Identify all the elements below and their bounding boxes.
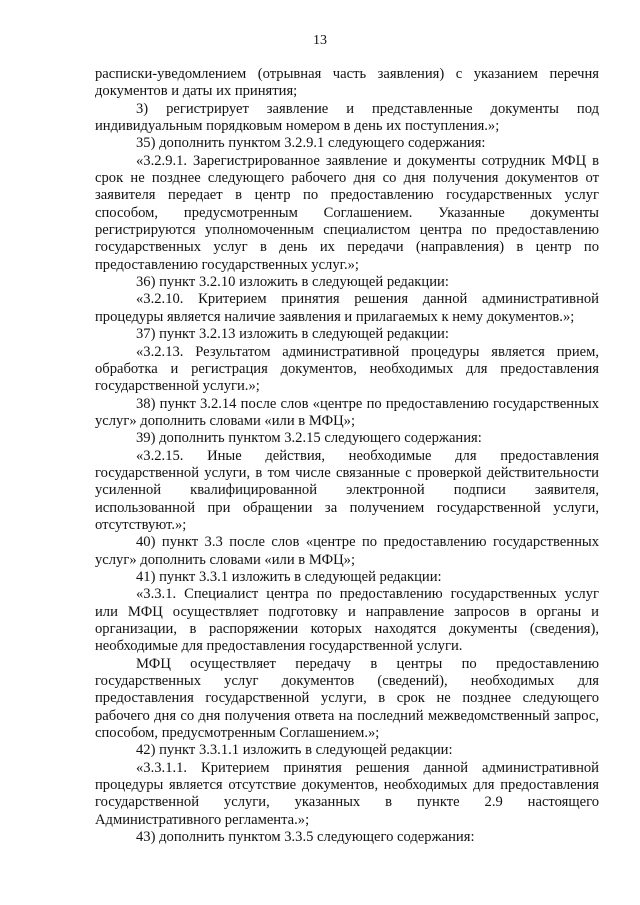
paragraph-item-43: 43) дополнить пунктом 3.3.5 следующего содержания: — [136, 829, 475, 846]
paragraph-3-3-1-1: «3.3.1.1. Критерием принятия решения данной административной процедуры является отсутствие документов, необходимых для предоставления государственной услуги, указанных в пункте 2.9 настоящего Административного регламента.»; — [95, 759, 599, 828]
document-body — [95, 66, 599, 846]
paragraph-3-2-10: «3.2.10. Критерием принятия решения данной административной процедуры является наличие заявления и прилагаемых к нему документов.»; — [95, 291, 599, 325]
page-number: 13 — [313, 33, 327, 48]
paragraph-3-2-13: «3.2.13. Результатом административной процедуры является прием, обработка и регистрация документов, необходимых для предоставления государственной услуги.»; — [95, 343, 599, 395]
paragraph-3-3-1: «3.3.1. Специалист центра по предоставлению государственных услуг или МФЦ осуществляет подготовку и направление запросов в органы и организации, в распоряжении которых находятся документы (сведения), необходимые для предоставления государственной услуги. — [95, 586, 599, 655]
paragraph-3-2-15: «3.2.15. Иные действия, необходимые для предоставления государственной услуги, в том числе связанные с проверкой действительности усиленной квалифицированной электронной подписи заявителя, использованной при обращении за получением государственной услуги, отсутствуют.»; — [95, 447, 599, 533]
paragraph-3-2-9-1: «3.2.9.1. Зарегистрированное заявление и документы сотрудник МФЦ в срок не позднее следующего рабочего дня со дня получения документов от заявителя передает в центр по предоставлению государственных услуг способом, предусмотренным Соглашением. Указанные документы регистрируются уполномоченным специалистом центра по предоставлению государственных услуг в день их передачи (направления) в центр по предоставлению государственных услуг.»; — [95, 152, 599, 273]
paragraph-item-42: 42) пункт 3.3.1.1 изложить в следующей редакции: — [136, 742, 453, 759]
paragraph-item-41: 41) пункт 3.3.1 изложить в следующей редакции: — [136, 568, 442, 585]
paragraph-mfc-transfer: МФЦ осуществляет передачу в центры по предоставлению государственных услуг документов (сведений), необходимых для предоставления государственной услуги, в срок не позднее следующего рабочего дня со дня получения ответа на последний межведомственный запрос, способом, предусмотренным Соглашением.»; — [95, 655, 599, 742]
paragraph-item-36: 36) пункт 3.2.10 изложить в следующей редакции: — [136, 274, 449, 291]
paragraph-item-37: 37) пункт 3.2.13 изложить в следующей редакции: — [136, 326, 449, 343]
paragraph-item-3: 3) регистрирует заявление и представленные документы под индивидуальным порядковым номером в день их поступления.»; — [95, 100, 599, 135]
paragraph-item-35: 35) дополнить пунктом 3.2.9.1 следующего содержания: — [136, 135, 486, 152]
paragraph-item-38: 38) пункт 3.2.14 после слов «центре по предоставлению государственных услуг» дополнить словами «или в МФЦ»; — [95, 395, 599, 429]
paragraph-item-39: 39) дополнить пунктом 3.2.15 следующего содержания: — [136, 430, 482, 447]
paragraph-continuation: расписки-уведомлением (отрывная часть заявления) с указанием перечня документов и даты их принятия; — [95, 66, 599, 100]
paragraph-item-40: 40) пункт 3.3 после слов «центре по предоставлению государственных услуг» дополнить словами «или в МФЦ»; — [95, 534, 599, 568]
